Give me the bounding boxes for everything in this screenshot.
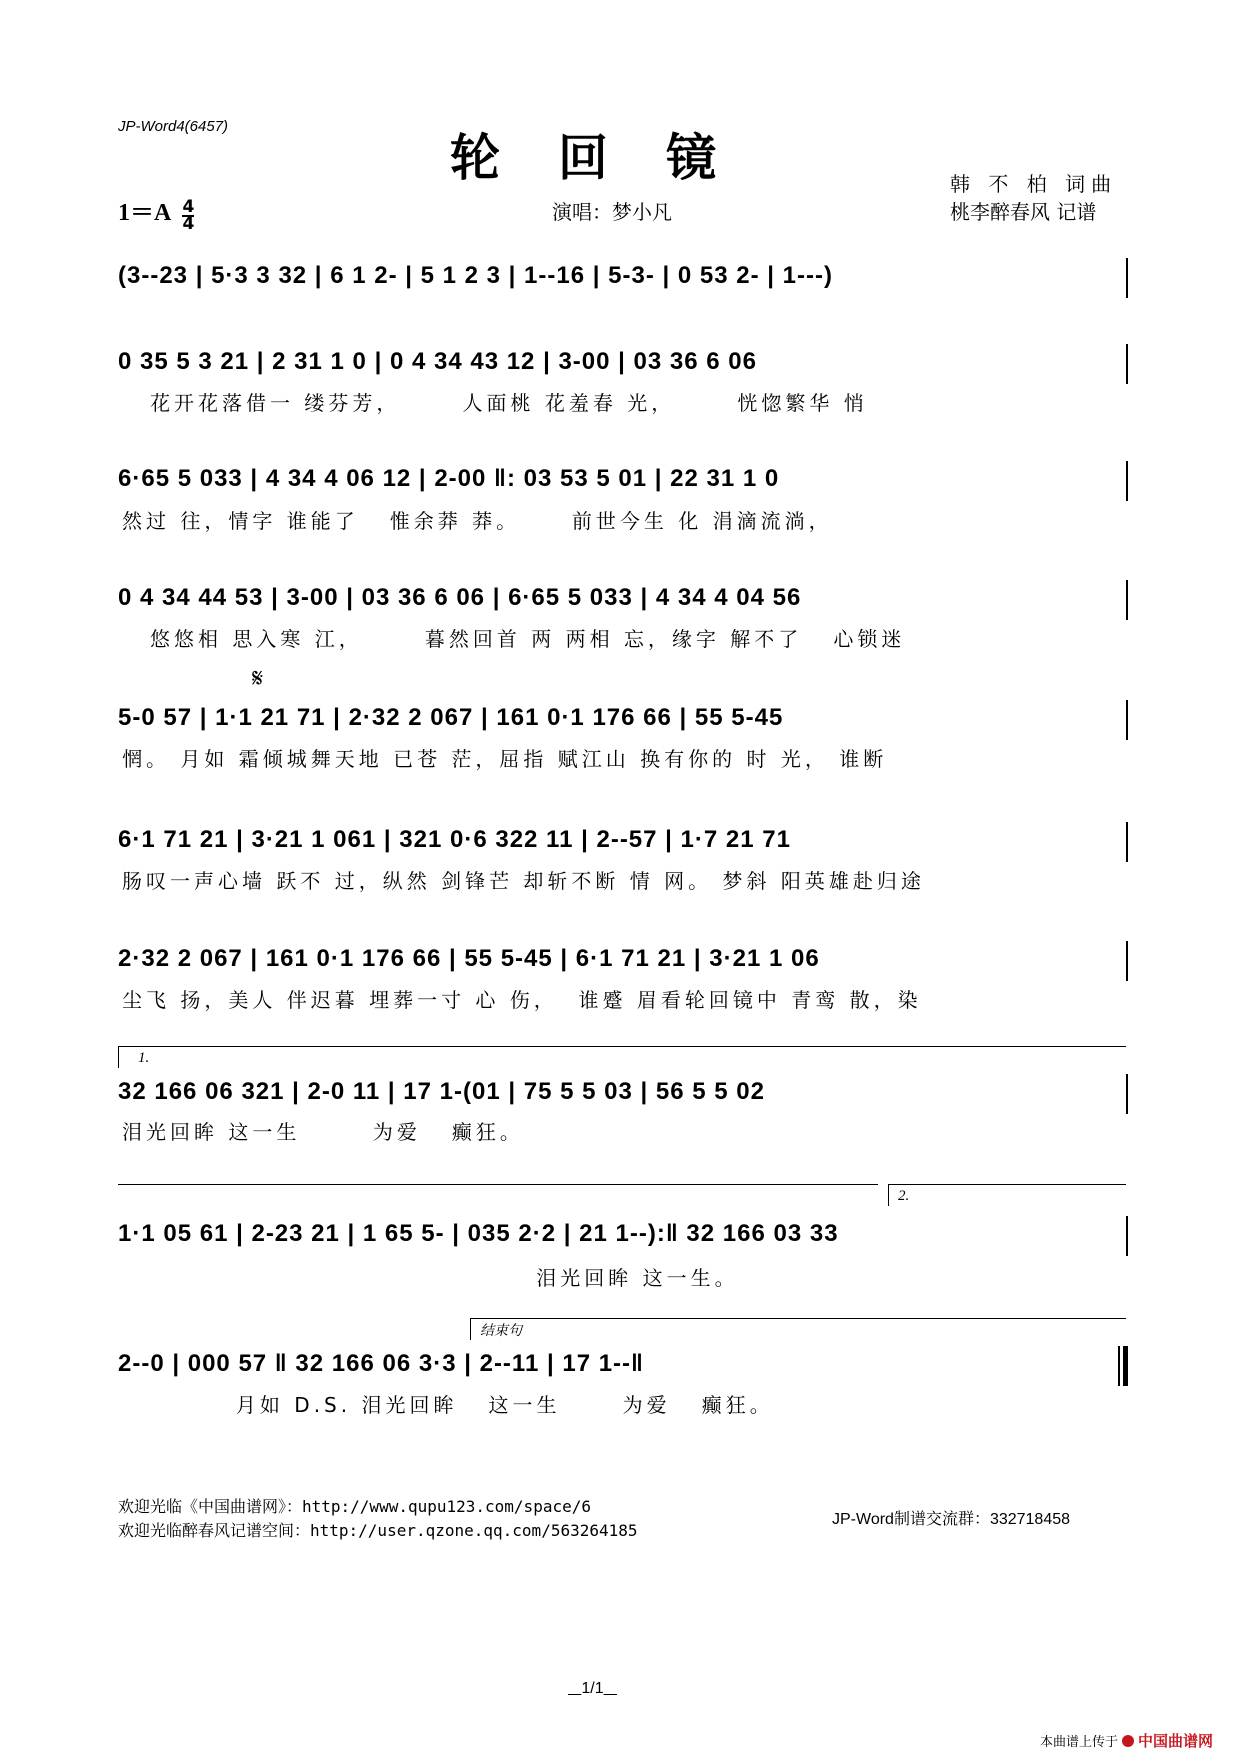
key-label: 1＝A: [118, 200, 172, 226]
page-number-text: 1/1: [581, 1680, 604, 1697]
score-row-9-notes: 1·1 05 61 | 2-23 21 | 1 65 5- | 035 2·2 | 21 1--):‖ 32 166 03 33: [118, 1220, 839, 1247]
volta-2-label: 2.: [898, 1188, 910, 1204]
score-row-1-notes: (3--23 | 5·3 3 32 | 6 1 2- | 5 1 2 3 | 1--16 | 5-3- | 0 53 2- | 1---): [118, 262, 833, 289]
transcriber-credit: 桃李醉春风 记谱: [950, 200, 1097, 224]
coda-label: 结束句: [480, 1323, 522, 1339]
barline-end: [1126, 580, 1128, 620]
barline-end: [1126, 461, 1128, 501]
key-signature: [118, 192, 194, 232]
score-row-3-notes: 6·65 5 033 | 4 34 4 06 12 | 2-00 ‖: 03 53 5 01 | 22 31 1 0: [118, 465, 780, 492]
score-row-9-lyrics: 泪光回眸 这一生。: [122, 1266, 739, 1290]
software-version: JP-Word4(6457): [118, 118, 229, 135]
time-top: 4: [182, 196, 195, 217]
upload-badge[interactable]: [1040, 1730, 1213, 1751]
volta-1-label: 1.: [138, 1050, 150, 1066]
score-row-8-notes: 32 166 06 321 | 2-0 11 | 17 1-(01 | 75 5 5 03 | 56 5 5 02: [118, 1078, 765, 1105]
final-barline-thick: [1123, 1346, 1128, 1386]
time-signature: [182, 196, 195, 234]
footer-link-qzone[interactable]: 欢迎光临醉春风记谱空间：http://user.qzone.qq.com/563264185: [118, 1521, 638, 1540]
score-row-7-lyrics: 尘飞 扬，美人 伴迟暮 埋葬一寸 心 伤， 谁蹙 眉看轮回镜中 青鸾 散，染: [122, 988, 922, 1012]
time-bottom: 4: [182, 213, 195, 234]
final-barline: [1118, 1346, 1120, 1386]
upload-note: 本曲谱上传于: [1040, 1735, 1119, 1750]
volta-1-continuation-line: [118, 1184, 878, 1185]
barline-end: [1126, 258, 1128, 298]
score-row-10-notes: 2--0 | 000 57 ‖ 32 166 06 3·3 | 2--11 | 17 1--‖: [118, 1350, 644, 1377]
coda-bracket-top: [470, 1318, 1126, 1319]
score-row-6-lyrics: 肠叹一声心墙 跃不 过，纵然 剑锋芒 却斩不断 情 网。 梦斜 阳英雄赴归途: [122, 869, 925, 893]
barline-end: [1126, 344, 1128, 384]
singer-credit: 演唱：梦小凡: [552, 200, 672, 224]
barline-end: [1126, 1074, 1128, 1114]
barline-end: [1126, 822, 1128, 862]
barline-end: [1126, 941, 1128, 981]
score-row-3-lyrics: 然过 往，情字 谁能了 惟余莽 莽。 前世今生 化 涓滴流淌，: [122, 509, 833, 533]
volta-2-bracket-top: [888, 1184, 1126, 1185]
composer-credit: 韩 不 柏 词曲: [950, 172, 1118, 196]
score-row-7-notes: 2·32 2 067 | 161 0·1 176 66 | 55 5-45 | 6·1 71 21 | 3·21 1 06: [118, 945, 820, 972]
coda-bracket-left: [470, 1318, 471, 1340]
score-row-8-lyrics: 泪光回眸 这一生 为爱 癫狂。: [122, 1120, 524, 1144]
score-row-4-lyrics: 悠悠相 思入寒 江， 暮然回首 两 两相 忘，缘字 解不了 心锁迷: [150, 627, 906, 651]
volta-1-bracket-top: [118, 1046, 1126, 1047]
barline-end: [1126, 700, 1128, 740]
volta-2-bracket-left: [888, 1184, 889, 1206]
score-row-5-notes: 5-0 57 | 1·1 21 71 | 2·32 2 067 | 161 0·1 176 66 | 55 5-45: [118, 704, 784, 731]
barline-end: [1126, 1216, 1128, 1256]
footer-qq-group: JP-Word制谱交流群：332718458: [832, 1511, 1071, 1528]
page-title: 轮回镜: [450, 128, 774, 187]
score-row-2-notes: 0 35 5 3 21 | 2 31 1 0 | 0 4 34 43 12 | 3-00 | 03 36 6 06: [118, 348, 757, 375]
site-logo-icon: [1122, 1735, 1134, 1747]
page-number: [568, 1680, 617, 1698]
score-row-10-lyrics: 月如 D.S. 泪光回眸 这一生 为爱 癫狂。: [122, 1393, 774, 1417]
score-row-5-lyrics: 惘。 月如 霜倾城舞天地 已苍 茫，屈指 赋江山 换有你的 时 光， 谁断: [122, 747, 888, 771]
segno-sign: 𝄋: [252, 664, 264, 694]
site-logo-text: 中国曲谱网: [1138, 1732, 1214, 1750]
volta-1-bracket-left: [118, 1046, 119, 1068]
footer-link-qupu[interactable]: 欢迎光临《中国曲谱网》：http://www.qupu123.com/space/6: [118, 1497, 591, 1516]
score-row-2-lyrics: 花开花落借一 缕芬芳， 人面桃 花羞春 光， 恍惚繁华 悄: [150, 391, 868, 415]
score-row-6-notes: 6·1 71 21 | 3·21 1 061 | 321 0·6 322 11 | 2--57 | 1·7 21 71: [118, 826, 791, 853]
score-row-4-notes: 0 4 34 44 53 | 3-00 | 03 36 6 06 | 6·65 5 033 | 4 34 4 04 56: [118, 584, 802, 611]
